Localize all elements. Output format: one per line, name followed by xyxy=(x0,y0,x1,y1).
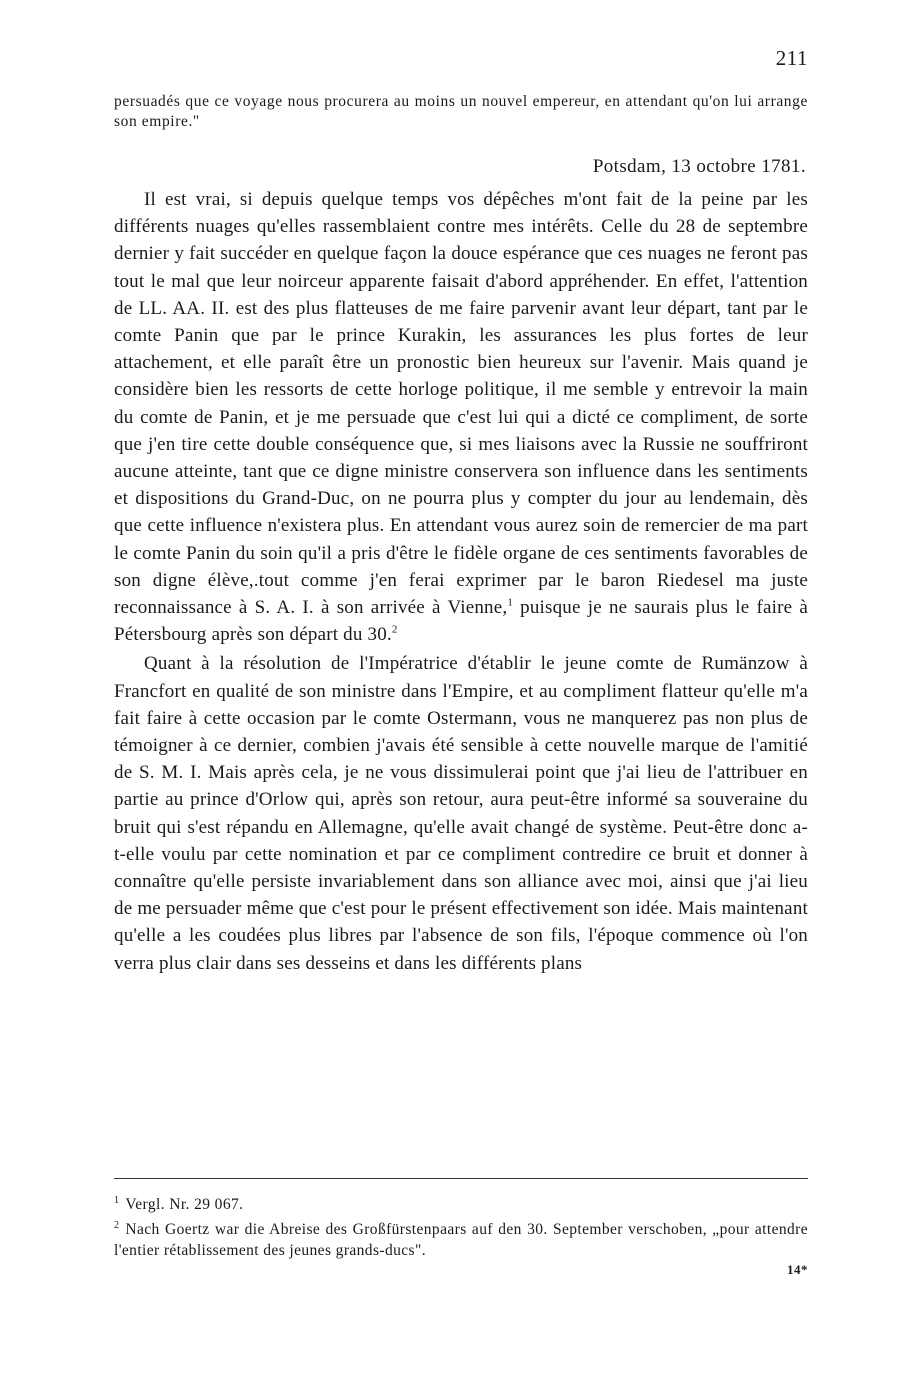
footnote-1-text: Vergl. Nr. 29 067. xyxy=(125,1196,244,1214)
quote-continuation: persuadés que ce voyage nous procurera au moins un nouvel empereur, en attendant qu'on lui arrange son empire." xyxy=(114,93,808,130)
paragraph-2: Quant à la résolution de l'Impératrice d'établir le jeune comte de Rumänzow à Francfort en qualité de son ministre dans l'Empire, et au compliment flatteur qu'elle m'a fait faire à cette occasion par le comte Ostermann, vous ne manquerez pas non plus de témoigner à ce dernier, combien j'avais été sensible à cette nouvelle marque de l'amitié de S. M. I. Mais après cela, je ne vous dissimulerai point que j'ai lieu de l'attribuer en partie au prince d'Orlow qui, après son retour, aura peut-être informé sa souveraine du bruit qui s'est répandu en Allemagne, qu'elle avait changé de système. Peut-être donc a-t-elle voulu par cette nomination et par ce compliment contredire ce bruit et donner à connaître qu'elle persiste invariablement dans son alliance avec moi, ainsi que j'ai lieu de me persuader même que c'est pour le présent effectivement son idée. Mais maintenant qu'elle a les coudées plus libres par l'absence de son fils, l'époque commence où l'on verra plus clair dans ses desseins et dans les différents plans xyxy=(114,653,808,974)
footnote-2-mark: 2 xyxy=(114,1220,120,1232)
letter-body xyxy=(114,186,808,977)
footnote-divider xyxy=(114,1178,808,1179)
dateline: Potsdam, 13 octobre 1781. xyxy=(592,156,806,177)
paragraph-1-text-a: Il est vrai, si depuis quelque temps vos dépêches m'ont fait de la peine par les différents nuages qu'elles rassemblaient contre mes intérêts. Celle du 28 de septembre dernier y fait succéder en quelque façon la douce espérance que ces nuages ne feront pas tout le mal que leur noirceur apparente faisait d'abord appréhender. En effet, l'attention de LL. AA. II. est des plus flatteuses de me faire parvenir avant leur départ, tant par le comte Panin que par le prince Kurakin, les assurances les plus fortes de leur attachement, et elle paraît être un pronostic bien heureux sur l'avenir. Mais quand je considère bien les ressorts de cette horloge politique, il me semble y entrevoir la main du comte de Panin, et je me persuade que c'est lui qui a dicté ce compliment, de sorte que j'en tire cette double conséquence que, si mes liaisons avec la Russie ne souffriront aucune atteinte, tant que ce digne ministre conservera son influence dans les sentiments et dispositions du Grand-Duc, on ne pourra plus y compter du jour au lendemain, dès que cette influence n'existera plus. En attendant vous aurez soin de remercier de ma part le comte Panin du soin qu'il a pris d'être le fidèle organe de ces sentiments favorables de son digne élève,.tout comme j'en ferai exprimer par le baron Riedesel ma juste reconnaissance à S. A. I. à son arrivée à Vienne, xyxy=(114,189,808,619)
footnote-2-text: Nach Goertz war die Abreise des Großfürstenpaars auf den 30. September verschoben, „pour attendre l'entier rétablissement des jeunes grands-ducs". xyxy=(114,1221,808,1260)
footnote-ref-2: 2 xyxy=(391,623,398,636)
paragraph-1 xyxy=(114,186,808,648)
paragraph-1-text-b: puisque je ne saurais plus le faire à Pétersbourg après son départ du 30. xyxy=(114,597,809,646)
footnote-ref-1: 1 xyxy=(507,596,514,609)
page-number: 211 xyxy=(775,46,808,70)
footnotes xyxy=(114,1190,808,1261)
footnote-2 xyxy=(114,1215,808,1261)
footnote-1-mark: 1 xyxy=(114,1195,120,1206)
footnote-1 xyxy=(114,1190,808,1215)
document-page xyxy=(114,40,808,1370)
printer-signature: 14* xyxy=(787,1262,808,1277)
